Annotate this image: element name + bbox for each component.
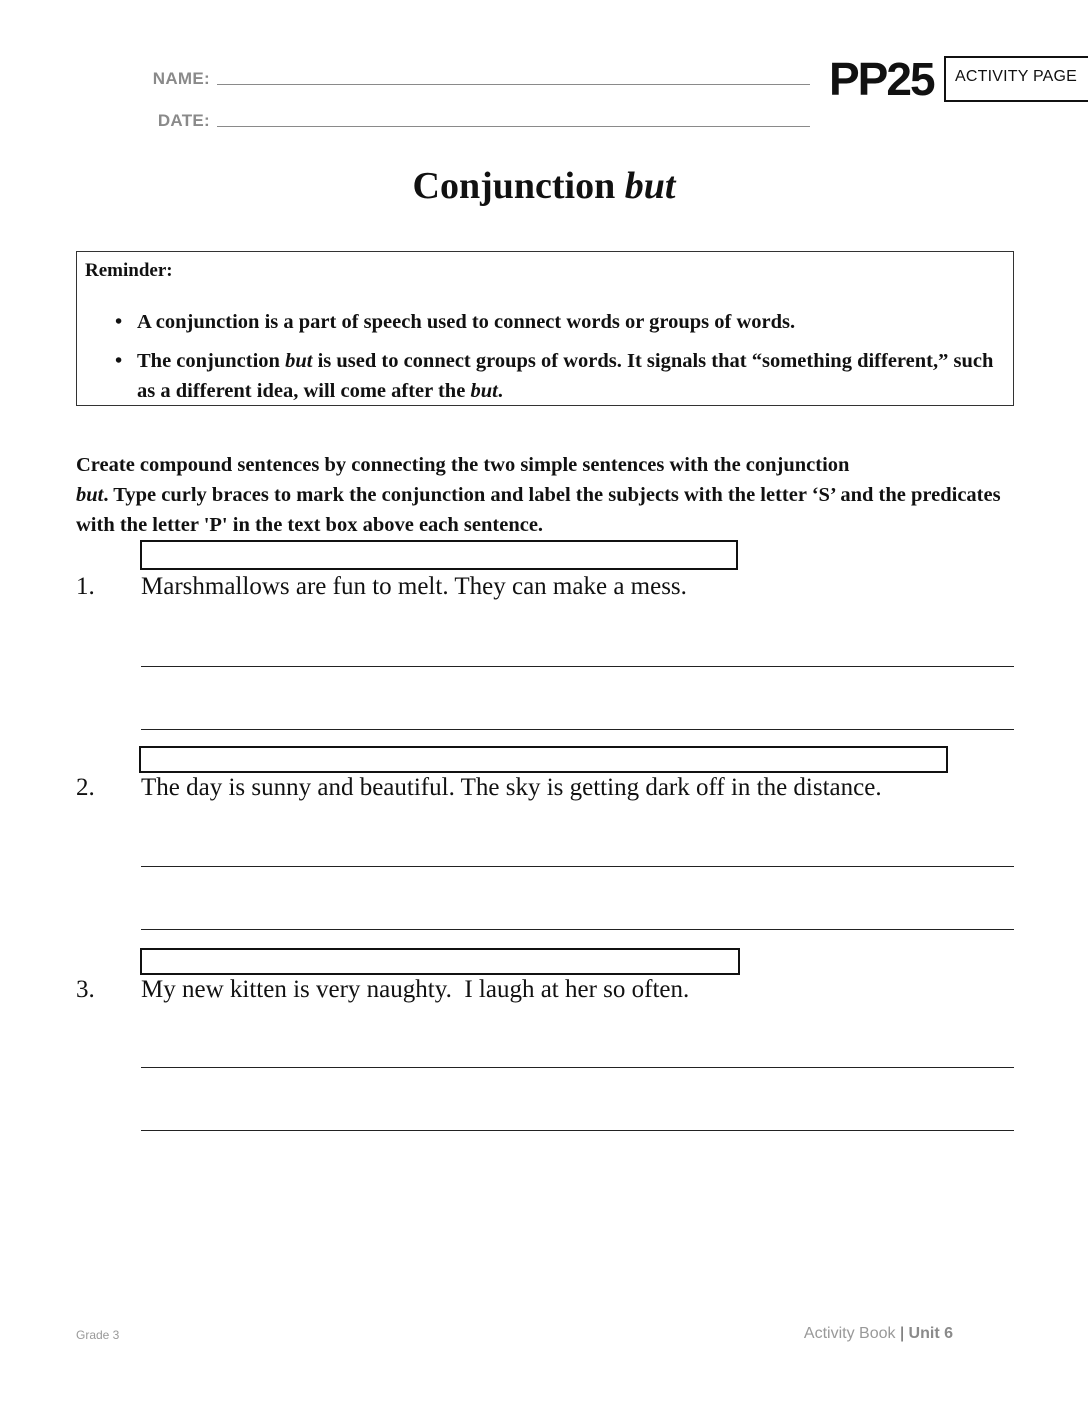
bullet-icon: • <box>115 311 123 333</box>
annotation-box-3[interactable] <box>140 948 740 975</box>
title-emphasis: but <box>624 165 676 207</box>
bullet-1-text: A conjunction is a part of speech used to connect words or groups of words. <box>137 311 796 333</box>
footer-separator: | <box>895 1325 909 1342</box>
page-code: PP25 <box>829 53 934 105</box>
bullet-2-emphasis-2: but <box>470 380 498 402</box>
instructions-line-1: Create compound sentences by connecting the two simple sentences with the conjunction <box>76 454 850 476</box>
date-label: DATE: <box>157 111 210 130</box>
page-type-badge <box>944 56 1088 102</box>
answer-line-1a[interactable] <box>141 666 1014 667</box>
instructions-emphasis: but <box>76 484 104 506</box>
item-sentence-1: Marshmallows are fun to melt. They can make a mess. <box>141 573 687 600</box>
answer-line-3b[interactable] <box>141 1130 1014 1131</box>
bullet-2-text: The conjunction <box>137 350 286 372</box>
bullet-2-end: . <box>497 380 503 402</box>
annotation-box-2[interactable] <box>139 746 948 773</box>
annotation-box-1[interactable] <box>140 540 738 570</box>
instructions <box>76 450 1026 540</box>
answer-line-2b[interactable] <box>141 929 1014 930</box>
item-sentence-3: My new kitten is very naughty. I laugh at her so often. <box>141 976 690 1003</box>
reminder-box <box>76 251 1014 406</box>
name-label: NAME: <box>152 69 210 88</box>
reminder-bullet-1 <box>115 307 997 337</box>
name-line[interactable] <box>217 84 810 85</box>
footer-grade: Grade 3 <box>76 1328 120 1342</box>
reminder-heading: Reminder: <box>85 260 173 281</box>
footer-book-info <box>804 1325 953 1343</box>
date-line[interactable] <box>217 126 810 127</box>
bullet-2-text-cont: is used to connect groups of words. It signals that “something different,” such as a different idea, will come after the <box>137 350 994 402</box>
item-number-3: 3. <box>76 976 95 1003</box>
answer-line-3a[interactable] <box>141 1067 1014 1068</box>
item-number-1: 1. <box>76 573 95 600</box>
instructions-rest: . Type curly braces to mark the conjunction and label the subjects with the letter ‘S’ and the predicates with the letter 'P' in the text box above each sentence. <box>76 484 1001 536</box>
item-number-2: 2. <box>76 774 95 801</box>
item-sentence-2: The day is sunny and beautiful. The sky is getting dark off in the distance. <box>141 774 882 801</box>
reminder-bullet-2 <box>115 346 997 406</box>
page-type-label: ACTIVITY PAGE <box>955 68 1078 85</box>
page-title <box>0 164 1088 208</box>
footer-book: Activity Book <box>803 1325 896 1342</box>
answer-line-1b[interactable] <box>141 729 1014 730</box>
bullet-2-emphasis: but <box>285 350 313 372</box>
bullet-icon: • <box>115 350 123 372</box>
answer-line-2a[interactable] <box>141 866 1014 867</box>
title-main: Conjunction <box>412 165 625 207</box>
footer-unit: Unit 6 <box>908 1325 953 1342</box>
